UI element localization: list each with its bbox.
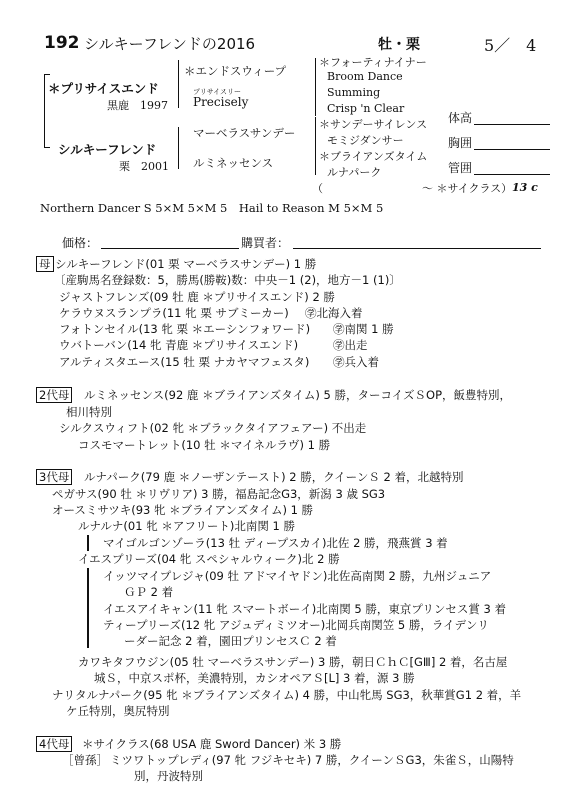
third-dam-line: マイゴルゴンゾーラ(13 牡 ディープスカイ)北佐 2 勝，飛燕賞 3 着 [103,536,448,550]
ddd: ルナパーク [327,166,382,179]
dam-line-tail: ㊫出走 [333,338,368,352]
sds: Summing [327,86,381,99]
third-dam-line: 城Ｓ，中京スポ杯，美濃特別，カシオペアＳ[L] 3 着，源 3 勝 [94,671,415,685]
third-dam-line: イッツマイプレジャ(09 牡 アドマイヤドン)北佐高南関 2 勝，九州ジュニア [103,569,492,583]
sss: ＊フォーティナイナー [319,56,427,69]
dam-sire: マーベラスサンデー [193,126,296,140]
dam-name: シルキーフレンド [58,142,157,157]
third-dam-line: カワキタフウジン(05 牡 マーベラスサンデー) 3 勝，朝日ＣｈＣ[GⅢ] 2 着，名古屋 [78,655,508,669]
section-dam-tag: 母 [36,256,54,272]
price-field [101,248,239,249]
buyer-field [293,248,541,249]
catalog-number: 192 [44,33,80,53]
third-dam-line: ーダー記念 2 着，園田プリンセスＣ 2 着 [124,634,337,648]
family-line: （ ～ ＊サイクラス） [312,182,513,195]
inbreed: Northern Dancer S 5×M 5×M 5 Hail to Reason M 5×M 5 [40,201,384,215]
second-dam-line: コスモマートレット(10 牡 ＊マイネルラヴ) 1 勝 [78,438,331,452]
third-dam-line: ペガサス(90 牡 ＊リヴリア) 3 勝，福島記念G3，新潟 3 歳 SG3 [52,487,386,501]
sire-sire: ＊エンドスウィープ [184,64,287,78]
sire-name: ＊プリサイスエンド [48,81,159,96]
dam-line-tail: ㊫兵入着 [333,355,379,369]
dam-line: 〔産駒馬名登録数：5，勝馬(勝鞍)数：中央－1 (2)，地方－1 (1)〕 [54,273,401,287]
dam-head: シルキーフレンド(01 栗 マーベラスサンデー) 1 勝 [55,257,317,271]
third-dam-line: ナリタルナパーク(95 牝 ＊ブライアンズタイム) 4 勝，中山牝馬 SG3，秋華賞G1 2 着，羊 [52,688,522,702]
dam-dam: ルミネッセンス [193,156,274,170]
third-dam-head: ルナパーク(79 鹿 ＊ノーザンテースト) 2 勝，クイーンＳ 2 着，北越特別 [84,470,464,484]
third-dam-line: ＧＰ 2 着 [124,585,174,599]
third-dam-line: イエスアイキャン(11 牝 スマートボーイ)北南関 5 勝，東京プリンセス賞 3 着 [103,602,506,616]
third-dam-line: ルナルナ(01 牝 ＊アフリート)北南関 1 勝 [78,519,296,533]
great-grandchild-tag: ［曾孫］ [62,753,108,767]
label-cannon: 管囲 [448,161,473,175]
horse-name: シルキーフレンドの2016 [84,35,256,53]
dam-line: ケラウヌスランプラ(11 牝 栗 サブミーカー) [59,306,289,320]
dam-line-tail: ㊫北海入着 [305,306,363,320]
section-3rd-dam-tag: 3代母 [36,469,72,485]
fourth-dam-head: ＊サイクラス(68 USA 鹿 Sword Dancer) 米 3 勝 [82,737,342,751]
third-dam-line: ケ丘特別，奥尻特別 [66,704,170,718]
ssd: Broom Dance [327,70,403,83]
dam-line: アルティスタエース(15 牡 栗 ナカヤマフェスタ) [59,355,310,369]
dss: ＊サンデーサイレンス [319,118,428,131]
sdd: Crisp 'n Clear [327,102,405,115]
second-dam-head2: 相川特別 [66,405,112,419]
dam-info: 栗 2001 [119,160,169,173]
dds: ＊ブライアンズタイム [319,150,428,163]
dam-line-tail: ㊫南関 1 勝 [333,322,394,336]
sire-info: 黒鹿 1997 [107,99,168,112]
section-2nd-dam-tag: 2代母 [36,387,72,403]
label-chest: 胸囲 [448,136,473,150]
third-dam-line: オースミサツキ(93 牝 ＊ブライアンズタイム) 1 勝 [52,503,314,517]
dam-line: フォトンセイル(13 牝 栗 ＊エーシンフォワード) [59,322,311,336]
sex-color: 牡・栗 [378,37,420,53]
great-grandchild-2: 別，丹波特別 [134,769,203,783]
second-dam-line: シルクスウィフト(02 牝 ＊ブラックタイアフェアー) 不出走 [59,421,367,435]
sire-dam-kana: プリサイスリー [193,88,242,96]
dam-line: ウバトーバン(14 牝 青鹿 ＊プリサイスエンド) [59,338,299,352]
great-grandchild: ミツワトップレディ(97 牝 フジキセキ) 7 勝，クイーンＳG3，朱雀Ｓ，山陽特 [110,753,514,767]
buyer-label: 購買者： [241,236,290,250]
third-dam-line: イエスプリーズ(04 牝 スペシャルウィーク)北 2 勝 [78,552,340,566]
label-height: 体高 [448,111,473,125]
dam-line: ジャストフレンズ(09 牡 鹿 ＊プリサイスエンド) 2 勝 [59,290,335,304]
family-number: 13 c [512,181,538,194]
dsd: モミジダンサー [327,134,404,147]
sire-dam: Precisely [193,95,249,109]
second-dam-head: ルミネッセンス(92 鹿 ＊ブライアンズタイム) 5 勝，ターコイズＳOP，飯豊特別， [84,388,511,402]
birth-date: 5／ 4 [484,36,537,55]
section-4th-dam-tag: 4代母 [36,736,72,752]
third-dam-line: ティープリーズ(12 牝 アジュディミツオー)北岡兵南関笠 5 勝，ライデンリ [103,618,489,632]
price-label: 価格： [62,236,99,250]
